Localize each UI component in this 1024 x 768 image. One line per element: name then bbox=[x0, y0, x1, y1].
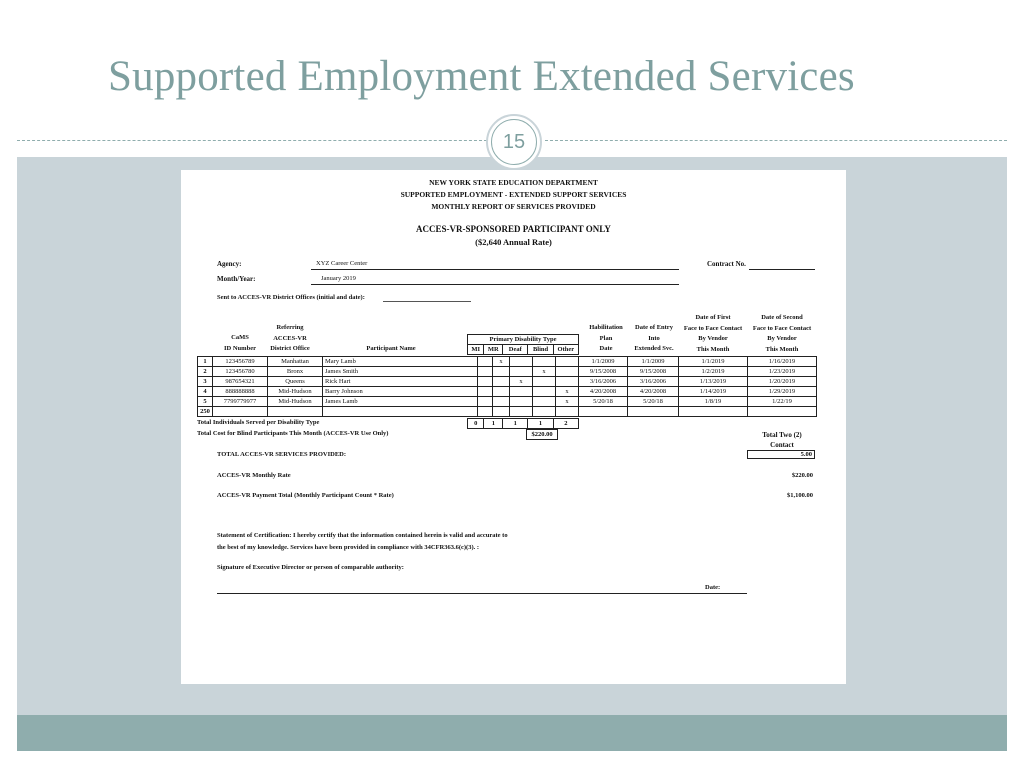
disability-col-deaf: Deaf bbox=[503, 345, 528, 355]
col-head-entry-2: Into bbox=[648, 334, 660, 342]
cell-first: 1/8/19 bbox=[679, 397, 748, 407]
cell-entry: 9/15/2008 bbox=[628, 367, 679, 377]
col-head-cams-2: ID Number bbox=[224, 344, 256, 352]
cell-blind bbox=[533, 387, 556, 397]
cell-name bbox=[323, 407, 478, 417]
table-row bbox=[198, 387, 817, 397]
col-head-second-4: This Month bbox=[765, 345, 799, 353]
slide-title: Supported Employment Extended Services bbox=[108, 53, 855, 100]
contract-label: Contract No. bbox=[707, 260, 746, 268]
total-two-contact-label: Contact bbox=[770, 441, 794, 449]
disability-col-mi: MI bbox=[468, 345, 484, 355]
cell-num: 4 bbox=[198, 387, 213, 397]
title-divider-left bbox=[17, 140, 487, 141]
doc-header-line2: SUPPORTED EMPLOYMENT - EXTENDED SUPPORT SERVICES bbox=[400, 190, 627, 199]
month-year-underline bbox=[311, 284, 679, 285]
cell-entry bbox=[628, 407, 679, 417]
doc-header-line1: NEW YORK STATE EDUCATION DEPARTMENT bbox=[429, 178, 598, 187]
col-head-first-1: Date of First bbox=[695, 314, 731, 321]
cell-id: 7799779977 bbox=[213, 397, 268, 407]
cell-num: 2 bbox=[198, 367, 213, 377]
cell-mr bbox=[493, 377, 510, 387]
doc-subtitle2: ($2,640 Annual Rate) bbox=[475, 237, 552, 247]
cell-first: 1/13/2019 bbox=[679, 377, 748, 387]
certification-line1: Statement of Certification: I hereby certify that the information contained herein is valid and accurate to bbox=[217, 532, 508, 539]
cell-other: x bbox=[556, 397, 579, 407]
cell-office: Manhattan bbox=[268, 357, 323, 367]
cell-second: 1/23/2019 bbox=[748, 367, 817, 377]
cell-id: 123456780 bbox=[213, 367, 268, 377]
table-row bbox=[198, 397, 817, 407]
cell-other bbox=[556, 407, 579, 417]
col-head-hab-1: Habilitation bbox=[589, 324, 623, 331]
cell-second: 1/22/19 bbox=[748, 397, 817, 407]
table-row bbox=[198, 367, 817, 377]
col-head-referring-1: Referring bbox=[276, 324, 304, 331]
agency-label: Agency: bbox=[217, 260, 242, 268]
col-head-referring-2: ACCES-VR bbox=[273, 334, 307, 342]
cell-mi bbox=[478, 407, 493, 417]
sent-to-label: Sent to ACCES-VR District Offices (initial and date): bbox=[217, 294, 365, 301]
cell-office: Mid-Hudson bbox=[268, 387, 323, 397]
contract-underline bbox=[749, 269, 815, 270]
monthly-rate-label: ACCES-VR Monthly Rate bbox=[217, 472, 291, 479]
payment-value: $1,100.00 bbox=[787, 492, 813, 499]
col-head-referring bbox=[263, 323, 317, 355]
cell-num: 5 bbox=[198, 397, 213, 407]
cell-hab: 5/20/18 bbox=[579, 397, 628, 407]
served-count-mi: 0 bbox=[468, 419, 484, 429]
monthly-rate-value: $220.00 bbox=[791, 472, 813, 479]
col-head-second-2: Face to Face Contact bbox=[752, 324, 812, 332]
table-row bbox=[198, 357, 817, 367]
cell-blind bbox=[533, 407, 556, 417]
col-head-first-4: This Month bbox=[696, 345, 730, 353]
col-head-first-2: Face to Face Contact bbox=[683, 324, 743, 332]
cell-mi bbox=[478, 367, 493, 377]
col-head-participant: Participant Name bbox=[366, 345, 416, 352]
cell-blind bbox=[533, 357, 556, 367]
blind-cost-label: Total Cost for Blind Participants This Month (ACCES-VR Use Only) bbox=[197, 430, 389, 437]
cell-entry: 5/20/18 bbox=[628, 397, 679, 407]
cell-name: James Lamb bbox=[323, 397, 478, 407]
cell-office bbox=[268, 407, 323, 417]
cell-name: Rick Hart bbox=[323, 377, 478, 387]
cell-mi bbox=[478, 387, 493, 397]
cell-entry: 1/1/2009 bbox=[628, 357, 679, 367]
cell-office: Bronx bbox=[268, 367, 323, 377]
cell-name: Mary Lamb bbox=[323, 357, 478, 367]
cell-id: 888888888 bbox=[213, 387, 268, 397]
cell-id: 987654321 bbox=[213, 377, 268, 387]
cell-hab: 3/16/2006 bbox=[579, 377, 628, 387]
cell-hab bbox=[579, 407, 628, 417]
sent-to-underline bbox=[383, 301, 471, 302]
served-count-blind: 1 bbox=[528, 419, 553, 429]
page-number-badge bbox=[486, 114, 542, 170]
doc-header-line3: MONTHLY REPORT OF SERVICES PROVIDED bbox=[431, 202, 596, 211]
cell-deaf: x bbox=[510, 377, 533, 387]
col-head-first-3: By Vendor bbox=[698, 335, 728, 342]
disability-col-mr: MR bbox=[484, 345, 503, 355]
cell-mr: x bbox=[493, 357, 510, 367]
signature-line bbox=[217, 593, 747, 594]
cell-hab: 9/15/2008 bbox=[579, 367, 628, 377]
slide-footer-band bbox=[17, 715, 1007, 751]
cell-other: x bbox=[556, 387, 579, 397]
col-head-first-contact bbox=[679, 313, 747, 355]
cell-second: 1/16/2019 bbox=[748, 357, 817, 367]
month-year-label: Month/Year: bbox=[217, 275, 256, 283]
doc-subtitle1: ACCES-VR-SPONSORED PARTICIPANT ONLY bbox=[416, 224, 611, 234]
cell-deaf bbox=[510, 387, 533, 397]
cell-blind bbox=[533, 377, 556, 387]
disability-col-other: Other bbox=[553, 345, 578, 355]
cell-deaf bbox=[510, 397, 533, 407]
report-document bbox=[181, 170, 846, 684]
total-two-label: Total Two (2) bbox=[762, 431, 802, 439]
cell-mr bbox=[493, 387, 510, 397]
cell-first: 1/14/2019 bbox=[679, 387, 748, 397]
cell-id bbox=[213, 407, 268, 417]
title-divider-right bbox=[545, 140, 1007, 141]
cell-office: Queens bbox=[268, 377, 323, 387]
cell-mr bbox=[493, 367, 510, 377]
cell-first bbox=[679, 407, 748, 417]
cell-deaf bbox=[510, 407, 533, 417]
cell-num: 3 bbox=[198, 377, 213, 387]
certification-line2: the best of my knowledge. Services have been provided in compliance with 34CFR363.6(c)(3). : bbox=[217, 544, 480, 551]
table-row bbox=[198, 407, 817, 417]
col-head-hab-3: Date bbox=[599, 345, 613, 352]
cell-other bbox=[556, 357, 579, 367]
served-count-deaf: 1 bbox=[503, 419, 528, 429]
served-label: Total Individuals Served per Disability Type bbox=[197, 419, 320, 426]
col-head-entry-3: Extended Svc. bbox=[634, 345, 674, 352]
table-row bbox=[198, 377, 817, 387]
served-counts bbox=[467, 418, 579, 429]
month-year-value: January 2019 bbox=[321, 275, 356, 282]
cell-entry: 4/20/2008 bbox=[628, 387, 679, 397]
cell-office: Mid-Hudson bbox=[268, 397, 323, 407]
col-head-cams-1: CaMS bbox=[231, 334, 249, 341]
col-head-habilitation bbox=[581, 323, 631, 355]
cell-entry: 3/16/2006 bbox=[628, 377, 679, 387]
cell-id: 123456789 bbox=[213, 357, 268, 367]
cell-other bbox=[556, 377, 579, 387]
cell-second: 1/29/2019 bbox=[748, 387, 817, 397]
disability-type-header bbox=[467, 334, 579, 355]
col-head-entry-1: Date of Entry bbox=[635, 324, 673, 331]
cell-deaf bbox=[510, 357, 533, 367]
cell-mi bbox=[478, 397, 493, 407]
cell-second bbox=[748, 407, 817, 417]
services-label: TOTAL ACCES-VR SERVICES PROVIDED: bbox=[217, 451, 347, 458]
cell-num: 250 bbox=[198, 407, 213, 417]
page-number: 15 bbox=[491, 119, 537, 165]
col-head-referring-3: District Office bbox=[270, 345, 310, 352]
col-head-cams bbox=[211, 333, 269, 354]
cell-num: 1 bbox=[198, 357, 213, 367]
cell-mi bbox=[478, 357, 493, 367]
signature-label: Signature of Executive Director or person of comparable authority: bbox=[217, 564, 404, 571]
cell-deaf bbox=[510, 367, 533, 377]
cell-name: James Smith bbox=[323, 367, 478, 377]
cell-second: 1/20/2019 bbox=[748, 377, 817, 387]
cell-mi bbox=[478, 377, 493, 387]
cell-mr bbox=[493, 407, 510, 417]
served-count-mr: 1 bbox=[484, 419, 503, 429]
blind-cost-value: $220.00 bbox=[526, 429, 558, 440]
col-head-second-3: By Vendor bbox=[767, 335, 797, 342]
cell-blind bbox=[533, 397, 556, 407]
services-value: 5.00 bbox=[747, 450, 815, 459]
cell-mr bbox=[493, 397, 510, 407]
disability-col-blind: Blind bbox=[528, 345, 553, 355]
col-head-hab-2: Plan bbox=[599, 334, 613, 342]
agency-value: XYZ Career Center bbox=[316, 260, 368, 267]
payment-label: ACCES-VR Payment Total (Monthly Participant Count * Rate) bbox=[217, 492, 394, 499]
cell-other bbox=[556, 367, 579, 377]
participant-table bbox=[197, 356, 817, 417]
col-head-entry bbox=[629, 323, 679, 355]
agency-underline bbox=[311, 269, 679, 270]
cell-name: Barry Johnson bbox=[323, 387, 478, 397]
total-two-contact bbox=[751, 430, 813, 450]
cell-first: 1/1/2019 bbox=[679, 357, 748, 367]
cell-blind: x bbox=[533, 367, 556, 377]
col-head-second-1: Date of Second bbox=[761, 314, 803, 321]
cell-first: 1/2/2019 bbox=[679, 367, 748, 377]
cell-hab: 4/20/2008 bbox=[579, 387, 628, 397]
cell-hab: 1/1/2009 bbox=[579, 357, 628, 367]
date-label: Date: bbox=[705, 584, 721, 591]
col-head-second-contact bbox=[747, 313, 817, 355]
served-count-other: 2 bbox=[553, 419, 578, 429]
disability-group-label: Primary Disability Type bbox=[468, 335, 579, 345]
